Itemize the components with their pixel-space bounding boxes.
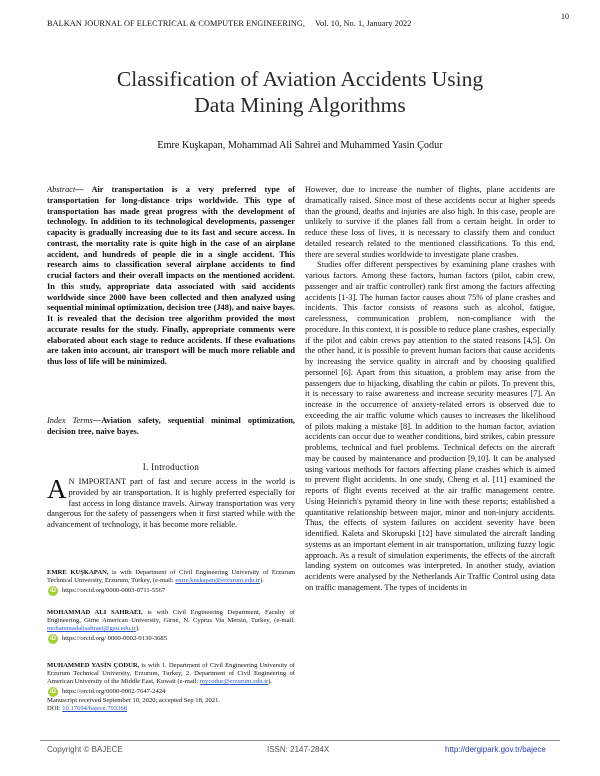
orcid-row [47,634,295,644]
affiliation-text: is with Department of Civil Engineering University of Erzurum Technical University, Erzurum, Turkey, (e-mail: [47,569,296,584]
abstract [47,185,295,368]
orcid-row [47,586,295,596]
email-link[interactable]: emre.kuskapan@erzurum.edu.tr [175,577,260,584]
journal-volume: Vol. 10, No. 1, January 2022 [315,19,412,28]
orcid-icon[interactable]: iD [50,588,56,594]
affiliation-1 [47,569,295,596]
orcid-icon[interactable]: iD [50,636,56,642]
footer-copyright: Copyright © BAJECE [47,745,123,754]
abstract-label: Abstract [47,185,76,194]
orcid-link[interactable]: https://orcid.org/0000-0002-7647-2424 [62,688,166,695]
affiliation-3 [47,662,295,713]
drop-cap: A [47,474,67,504]
running-header [47,19,557,28]
paper-title [40,66,560,118]
page-number: 10 [561,12,569,21]
intro-paragraph [47,474,295,531]
email-link[interactable]: mycodur@erzurum.edu.tr [199,678,269,685]
author-list: Emre Kuşkapan, Mohammad Ali Sahrei and Muhammed Yasin Çodur [157,140,443,151]
doi-link[interactable]: 10.17694/bajece.793368 [62,705,128,712]
journal-name: BALKAN JOURNAL OF ELECTRICAL & COMPUTER ENGINEERING, [47,19,306,28]
doi-label: DOI: [47,705,61,712]
title-line-1: Classification of Aviation Accidents Using [116,67,484,91]
author-name: EMRE KUŞKAPAN, [47,569,109,576]
affiliation-tail: ). [259,577,264,584]
right-column [305,185,555,594]
index-terms-text: —Aviation safety, sequential minimal optimization, decision tree, naive bayes. [47,416,295,436]
email-link[interactable]: mohammadalisahraei@gau.edu.tr [47,625,136,632]
intro-text: N IMPORTANT part of fast and secure access in the world is provided by air transportation. It is highly preferred especially for fast access in long distance travels. Airway transportation was very dangerous for the safety of passengers when it first started while with the advancement of technology, it has become more reliable. [47,477,295,529]
affiliation-text: is with Civil Engineering Department, Faculty of Engineering, Girne American University, Girne, N. Cyprus Via Mersin, Turkey, (e-mail: [47,609,295,624]
author-name: MUHAMMED YASİN ÇODUR, [47,662,140,669]
orcid-icon[interactable]: iD [50,689,56,695]
doi-line [47,705,295,713]
title-line-2: Data Mining Algorithms [194,93,406,117]
footer-url-link[interactable]: http://dergipark.gov.tr/bajece [445,745,546,754]
index-terms-label: Index Terms [47,416,93,425]
abstract-text: — Air transportation is a very preferred type of transportation for long-distance trips worldwide. This type of transportation has made great progress with the development of technology. In addition to its technological developments, passenger capacity is gradually increasing due to its fast and secure access. In contrast, the mortality rate is quite high in the case of an airplane accident, and hundreds of people die in a single accident. This research aims to classification several airplane accidents to find crucial factors and their overall impacts on the mentioned accident. In this study, appropriate data associated with said accidents worldwide since 2000 have been collected and then analyzed using sequential minimal optimization, decision tree (J48), and naive bayes. It is revealed that the decision tree algorithm provided the most accurate results for the study. Finally, appropriate comments were elaborated about each stage to reduce accidents. If these evaluations are taken into account, air transport will be much more reliable and thus loss of life will be minimized. [47,185,295,366]
section-heading: I. Introduction [142,462,200,472]
orcid-row [47,687,295,697]
manuscript-received: Manuscript received September 10, 2020; accepted Sep 18, 2021. [47,697,221,704]
affiliation-tail: ). [135,625,140,632]
affiliation-text: is with 1. Department of Civil Engineering University of Erzurum Technical University, Erzurum, Turkey, 2. Department of Civil Engineering of American University of the Middle East, Kuwait (e-mail: [47,662,295,685]
body-paragraph-1: However, due to increase the number of flights, plane accidents are dramatically raised. Since most of these accidents occur at higher speeds than the ground, deaths and injuries are also high. In this case, people are unlikely to survive if the planes fall from a certain height. In order to reduce these loss of lives, it is necessary to classify them and conduct detailed research related to the mentioned classifications. To this end, there are several studies worldwide to investigate plane crashes. [305,185,555,259]
orcid-link[interactable]: https://orcid.org/ 0000-0002-9130-3685 [62,635,168,642]
author-name: MOHAMMAD ALI SAHRAEI, [47,609,143,616]
footer-issn: ISSN: 2147-284X [267,745,330,754]
footer-rule [40,740,560,741]
body-paragraph-2: Studies offer different perspectives by examining plane crashes with various factors. Among these factors, human factors (pilot, cabin crew, passenger and air traffic controller) rank first among the factors affecting accidents [1-3]. The human factor causes about 75% of plane crashes and incidents. This factor consists of reasons such as alcohol, fatigue, carelessness, communication problem, non-compliance with the procedure. In this context, it is possible to reduce plane crashes, especially if the pilot and cabin crews pay attention to the stated reasons [4,5]. On the other hand, it is possible to prevent human factors that cause accidents by increasing the service quality in aircraft and by choosing qualified personnel [6]. Apart from this situation, a problem may arise from the passengers due to hijacking, disabling the cabin or pilots. To prevent this, it is necessary to raise awareness and increase security measures [7]. An increase in the occurrence of anxiety-related errors is observed due to exceeding the air traffic volume which causes to increases the likelihood of pilots making a mistake [8]. In addition to the human factor, aviation accidents can occur due to weather conditions, bird strikes, cabin pressure problems, technical and fuel problems. Technical defects on the aircraft may be caused by maintenance and production [9,10]. It can be analysed using various methods for factors affecting plane crashes which is aimed to prevent flight accidents. In one study, Cheng et al. [11] examined the reports of flight events received at the air traffic management centre. Using Heinrich's pyramid theory in line with these reports; established a quantitative relationship between major, minor and non-injury accidents. Thus, the effects of system failures on accident severity have been identified. Kaleta and Skorupski [12] have simulated the aircraft landing systems as an important element in air transportation, utilizing fuzzy logic approach. As a result of simulation experiments, the effects of the aircraft landing system on outcomes was interpreted. In another study, aviation accidents were analysed by the Netherlands Air Traffic Control using data on traffic management. The types of incidents in [305,260,555,592]
orcid-link[interactable]: https://orcid.org/0000-0003-0711-5567 [62,587,166,594]
index-terms [47,416,295,438]
affiliation-2 [47,609,295,644]
affiliation-tail: ). [268,678,273,685]
